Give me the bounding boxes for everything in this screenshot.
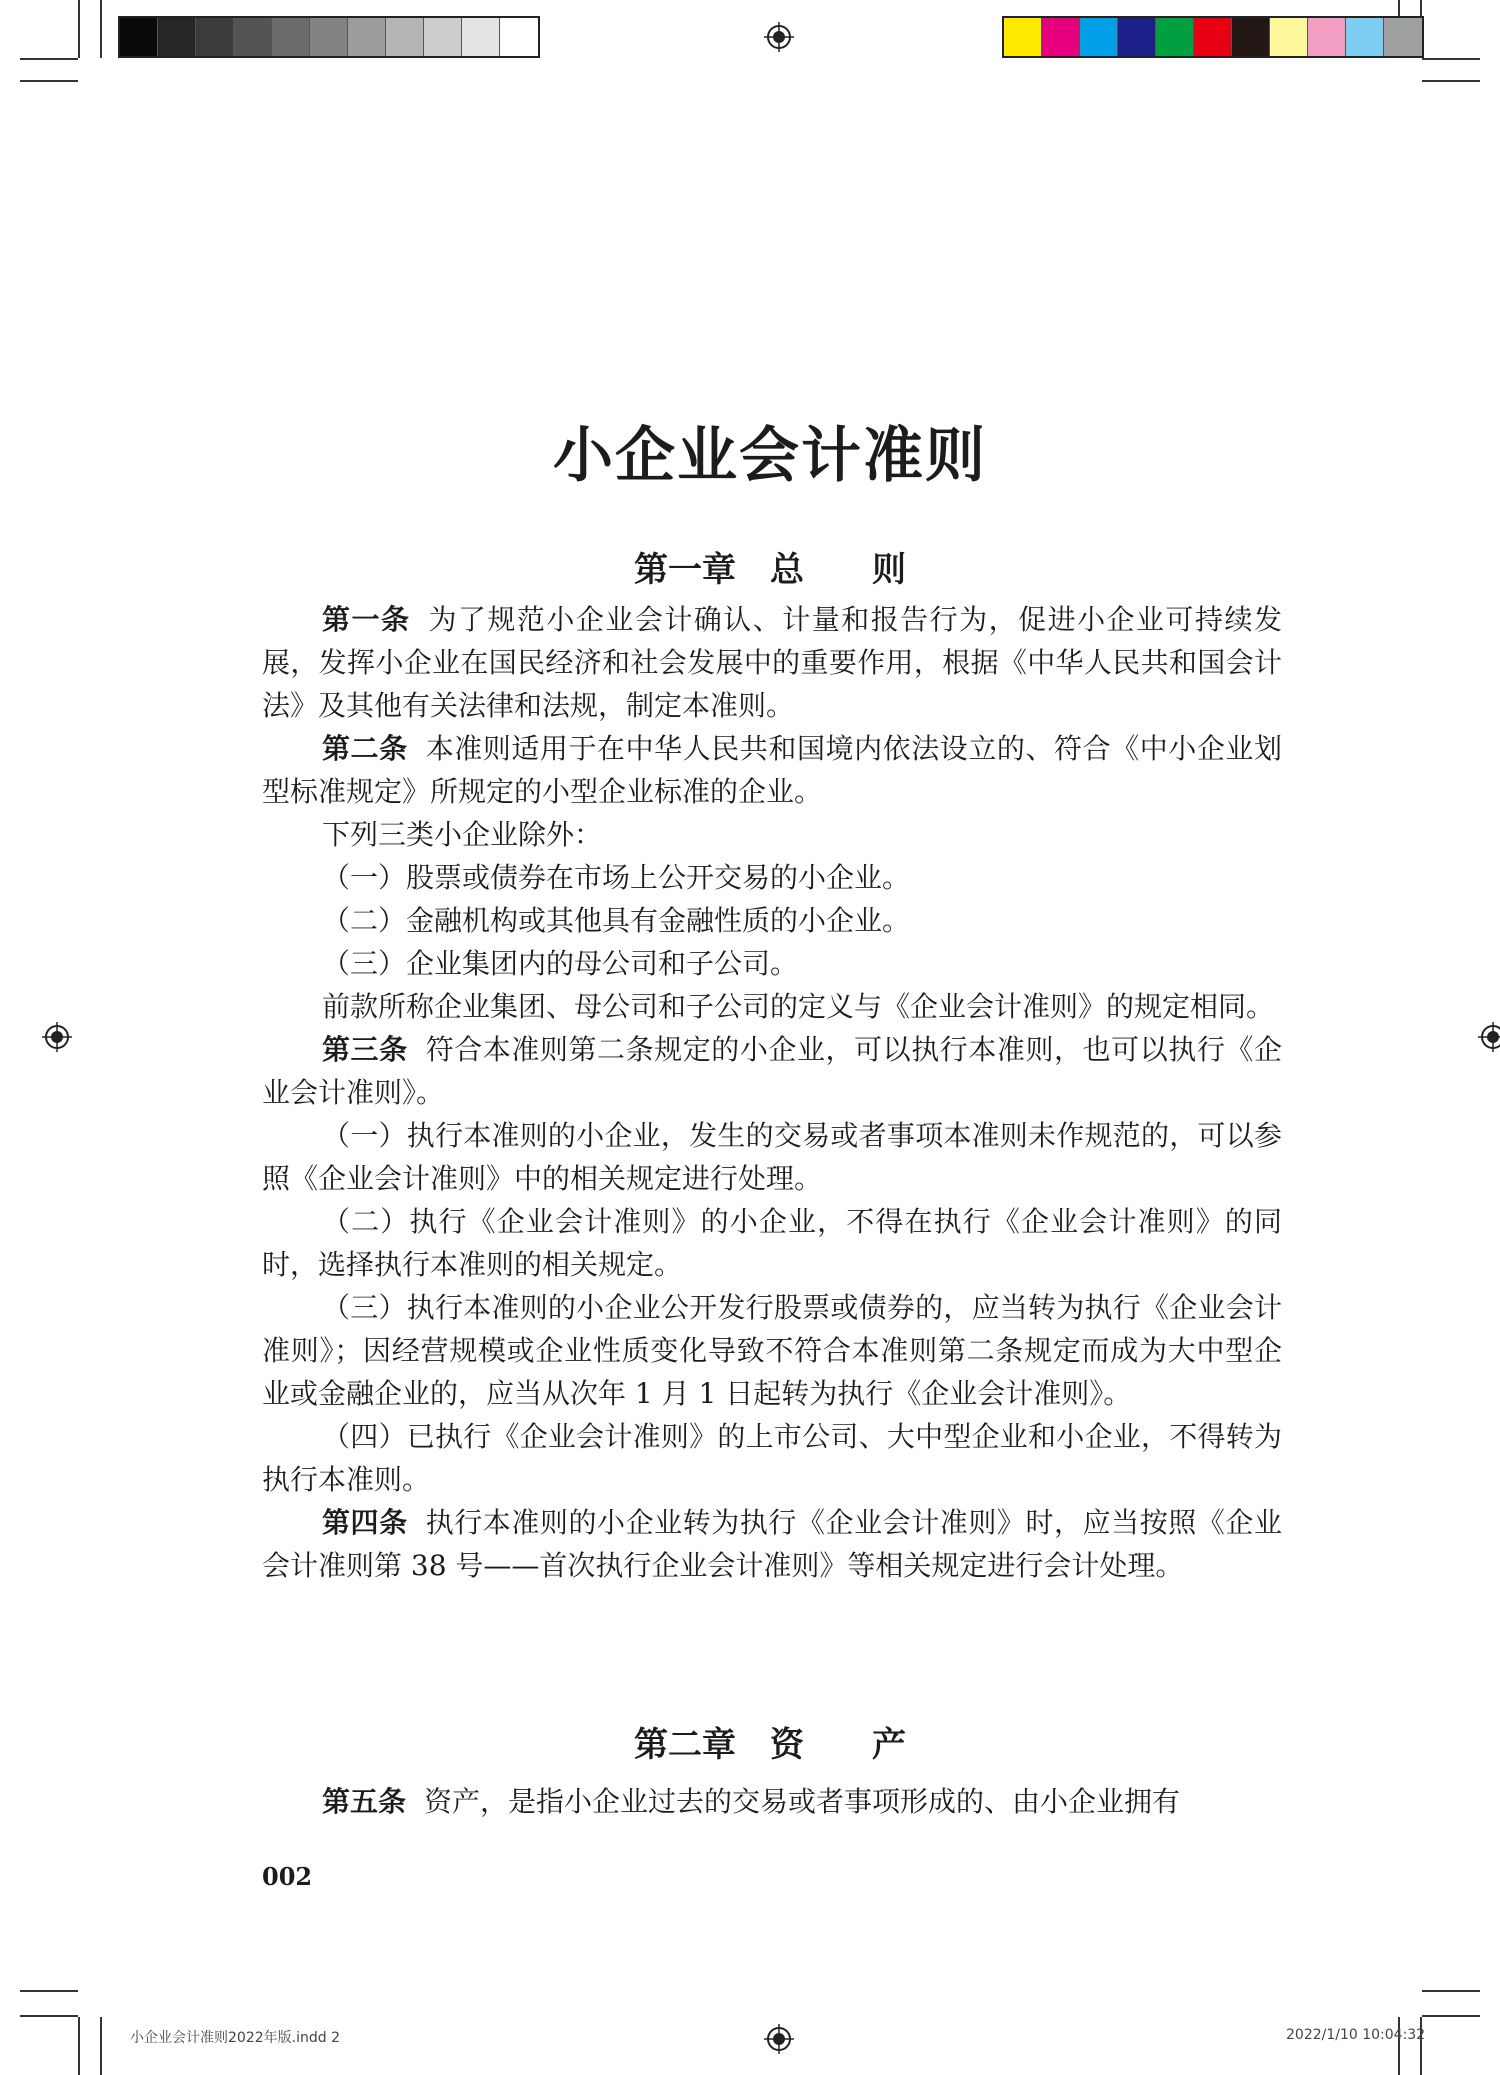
article-paragraph [262, 1114, 1282, 1200]
article-text: 资产，是指小企业过去的交易或者事项形成的、由小企业拥有 [424, 1785, 1181, 1818]
calibration-swatch [158, 18, 196, 56]
article-paragraph [262, 813, 1282, 856]
calibration-swatch [1194, 18, 1232, 56]
crop-mark [1422, 1990, 1480, 1992]
document-title: 小企业会计准则 [553, 421, 987, 491]
calibration-swatch [1232, 18, 1270, 56]
article-text: 本准则适用于在中华人民共和国境内依法设立的、符合《中小企业划型标准规定》所规定的小型企业标准的企业。 [262, 732, 1282, 808]
crop-mark [20, 80, 78, 82]
crop-mark [78, 0, 80, 58]
registration-target-icon [42, 1022, 72, 1052]
article-text: 为了规范小企业会计确认、计量和报告行为，促进小企业可持续发展，发挥小企业在国民经济和社会发展中的重要作用，根据《中华人民共和国会计法》及其他有关法律和法规，制定本准则。 [262, 603, 1282, 722]
crop-mark [100, 0, 102, 58]
calibration-swatch [272, 18, 310, 56]
article-text: （一）股票或债券在市场上公开交易的小企业。 [322, 861, 911, 894]
article-paragraph [262, 1415, 1282, 1501]
crop-mark [20, 58, 78, 60]
crop-mark [1398, 2017, 1400, 2075]
article-paragraph [262, 1200, 1282, 1286]
article-paragraph [262, 985, 1282, 1028]
slug-timestamp: 2022/1/10 10:04:32 [1286, 2027, 1426, 2043]
article-text: 下列三类小企业除外： [322, 818, 603, 851]
article-text: 符合本准则第二条规定的小企业，可以执行本准则，也可以执行《企业会计准则》。 [262, 1033, 1282, 1109]
chapter-heading: 第二章 资 产 [634, 1725, 906, 1765]
calibration-swatch [1270, 18, 1308, 56]
calibration-swatch [1384, 18, 1422, 56]
article-text: （二）金融机构或其他具有金融性质的小企业。 [322, 904, 911, 937]
calibration-swatch [1156, 18, 1194, 56]
calibration-swatch [500, 18, 538, 56]
calibration-swatch [1042, 18, 1080, 56]
article-number: 第四条 [322, 1506, 408, 1539]
crop-mark [1422, 2015, 1480, 2017]
crop-mark [1422, 80, 1480, 82]
article-paragraph [262, 598, 1282, 727]
calibration-swatch [1080, 18, 1118, 56]
article-paragraph [262, 727, 1282, 813]
calibration-swatch [1004, 18, 1042, 56]
calibration-swatch [1308, 18, 1346, 56]
crop-mark [20, 1990, 78, 1992]
registration-target-icon [764, 22, 794, 52]
article-number: 第一条 [322, 603, 411, 636]
article-text: （三）企业集团内的母公司和子公司。 [322, 947, 799, 980]
grayscale-calibration-strip [118, 16, 540, 58]
calibration-swatch [196, 18, 234, 56]
article-paragraph [262, 1286, 1282, 1415]
crop-mark [20, 2015, 78, 2017]
article-paragraph [262, 1501, 1282, 1587]
crop-mark [100, 2017, 102, 2075]
calibration-swatch [234, 18, 272, 56]
article-paragraph [262, 856, 1282, 899]
article-number: 第五条 [322, 1785, 407, 1818]
calibration-swatch [1118, 18, 1156, 56]
calibration-swatch [1346, 18, 1384, 56]
article-text: （四）已执行《企业会计准则》的上市公司、大中型企业和小企业，不得转为执行本准则。 [262, 1420, 1282, 1496]
chapter-1-body [262, 598, 1282, 1587]
article-number: 第三条 [322, 1033, 408, 1066]
article-paragraph [262, 1028, 1282, 1114]
article-number: 第二条 [322, 732, 408, 765]
calibration-swatch [424, 18, 462, 56]
crop-mark [1422, 58, 1480, 60]
page-number: 002 [262, 1862, 313, 1891]
color-calibration-strip [1002, 16, 1424, 58]
calibration-swatch [386, 18, 424, 56]
article-paragraph [262, 1780, 1282, 1823]
article-text: （三）执行本准则的小企业公开发行股票或债券的，应当转为执行《企业会计准则》；因经营规模或企业性质变化导致不符合本准则第二条规定而成为大中型企业或金融企业的，应当从次年 1 月 1 日起转为执行《企业会计准则》。 [262, 1291, 1282, 1410]
article-text: （二）执行《企业会计准则》的小企业，不得在执行《企业会计准则》的同时，选择执行本准则的相关规定。 [262, 1205, 1282, 1281]
calibration-swatch [120, 18, 158, 56]
article-text: 前款所称企业集团、母公司和子公司的定义与《企业会计准则》的规定相同。 [322, 990, 1275, 1023]
article-paragraph [262, 942, 1282, 985]
chapter-heading: 第一章 总 则 [634, 550, 906, 590]
registration-target-icon [1478, 1022, 1500, 1052]
crop-mark [1420, 2017, 1422, 2075]
crop-mark [78, 2017, 80, 2075]
registration-target-icon [764, 2024, 794, 2054]
calibration-swatch [462, 18, 500, 56]
article-paragraph [262, 899, 1282, 942]
article-text: 执行本准则的小企业转为执行《企业会计准则》时，应当按照《企业会计准则第 38 号——首次执行企业会计准则》等相关规定进行会计处理。 [262, 1506, 1282, 1582]
article-text: （一）执行本准则的小企业，发生的交易或者事项本准则未作规范的，可以参照《企业会计准则》中的相关规定进行处理。 [262, 1119, 1282, 1195]
calibration-swatch [348, 18, 386, 56]
slug-filename: 小企业会计准则2022年版.indd 2 [130, 2030, 340, 2046]
chapter-2-body [262, 1780, 1282, 1823]
calibration-swatch [310, 18, 348, 56]
